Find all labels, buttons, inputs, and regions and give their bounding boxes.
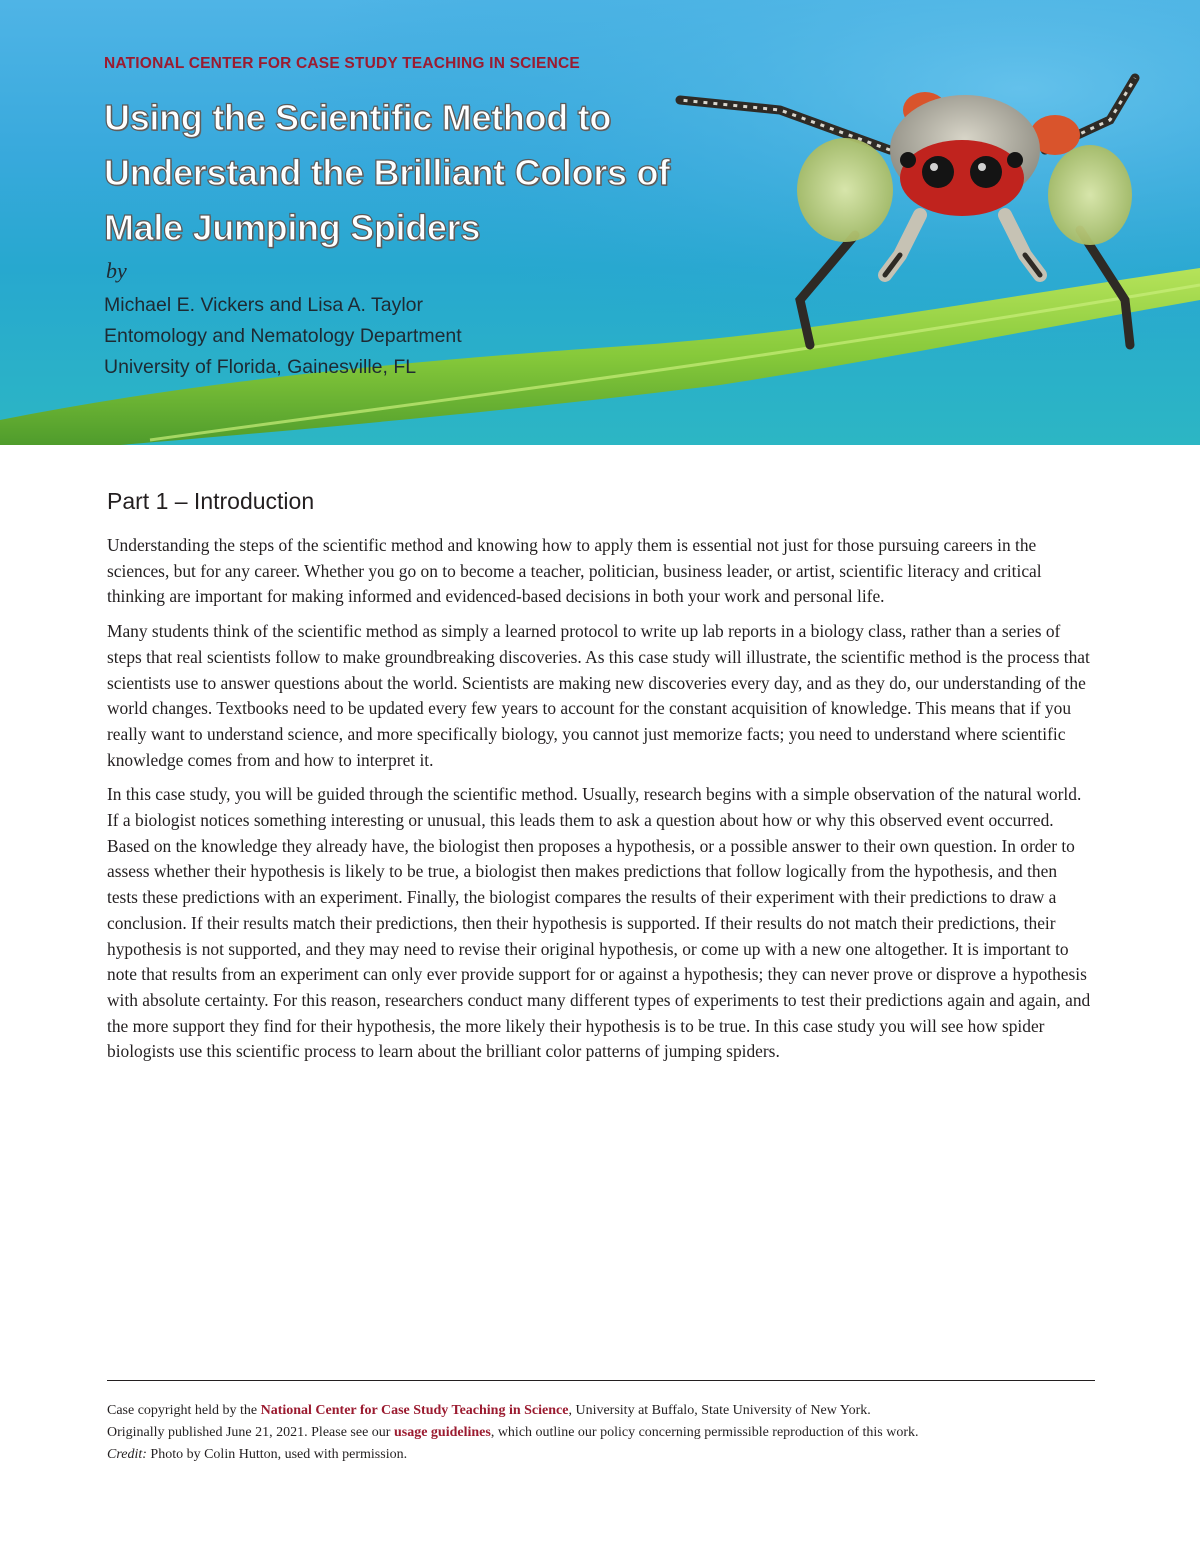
credit-line [107,1444,1097,1466]
author-names: Michael E. Vickers and Lisa A. Taylor [104,294,424,316]
document-title [104,90,704,255]
copyright-prefix: Case copyright held by the [107,1403,261,1418]
section-body [107,533,1092,1074]
organization-name: NATIONAL CENTER FOR CASE STUDY TEACHING IN SCIENCE [104,55,580,72]
footer [107,1400,1097,1466]
copyright-line [107,1400,1097,1422]
copyright-suffix: , University at Buffalo, State University of New York. [568,1403,871,1418]
credit-label: Credit: [107,1447,147,1462]
header-banner [0,0,1200,445]
department: Entomology and Nematology Department [104,325,462,347]
paragraph: In this case study, you will be guided through the scientific method. Usually, research begins with a simple observation of the natural world. If a biologist notices something interesting or unusual, this leads them to ask a question about how or why this observed event occurred. Based on the knowledge they already have, the biologist then proposes a hypothesis, or a possible answer to their own question. In order to assess whether their hypothesis is likely to be true, a biologist then makes predictions that follow logically from the hypothesis, and then tests these predictions with an experiment. Finally, the biologist compares the results of their experiment with their predictions to draw a conclusion. If their results match their predictions, then their hypothesis is supported. If their results do not match their predictions, their hypothesis is not supported, and they may need to revise their original hypothesis, or come up with a new one altogether. It is important to note that results from an experiment can only ever provide support for or against a hypothesis; they can never prove or disprove a hypothesis with absolute certainty. For this reason, researchers conduct many different types of experiments to test their predictions again and again, and the more support they find for their hypothesis, the more likely their hypothesis is to be true. In this case study you will see how spider biologists use this scientific process to learn about the brilliant color patterns of jumping spiders. [107,784,1091,1062]
title-line: Using the Scientific Method to [104,97,612,138]
spider-eye [922,156,954,188]
section-heading: Part 1 – Introduction [107,488,315,514]
publication-prefix: Originally published June 21, 2021. Please see our [107,1425,394,1440]
footer-divider [107,1380,1095,1381]
title-line: Understand the Brilliant Colors of [104,152,670,193]
publication-line [107,1422,1097,1444]
author-block [104,290,624,383]
credit-text: Photo by Colin Hutton, used with permission. [150,1447,408,1462]
university: University of Florida, Gainesville, FL [104,356,417,378]
title-line: Male Jumping Spiders [104,207,481,248]
publication-suffix: , which outline our policy concerning permissible reproduction of this work. [490,1425,919,1440]
by-label: by [106,258,127,283]
spider-eye [970,156,1002,188]
paragraph: Understanding the steps of the scientific method and knowing how to apply them is essential not just for those pursuing careers in the sciences, but for any career. Whether you go on to become a teacher, politician, business leader, or artist, scientific literacy and critical thinking are important for making informed and evidenced-based decisions in both your work and personal life. [107,535,1042,607]
usage-guidelines-link[interactable]: usage guidelines [393,1425,491,1440]
nccstts-link[interactable]: National Center for Case Study Teaching in Science [260,1403,569,1418]
paragraph: Many students think of the scientific method as simply a learned protocol to write up lab reports in a biology class, rather than a series of steps that real scientists follow to make groundbreaking discoveries. As this case study will illustrate, the scientific method is the process that scientists use to answer questions about the world. Scientists are making new discoveries every day, and as they do, our understanding of the world changes. Textbooks need to be updated every few years to account for the constant acquisition of knowledge. This means that if you really want to understand science, and more specifically biology, you cannot just memorize facts; you need to understand where scientific knowledge comes from and how to interpret it. [107,621,1090,770]
